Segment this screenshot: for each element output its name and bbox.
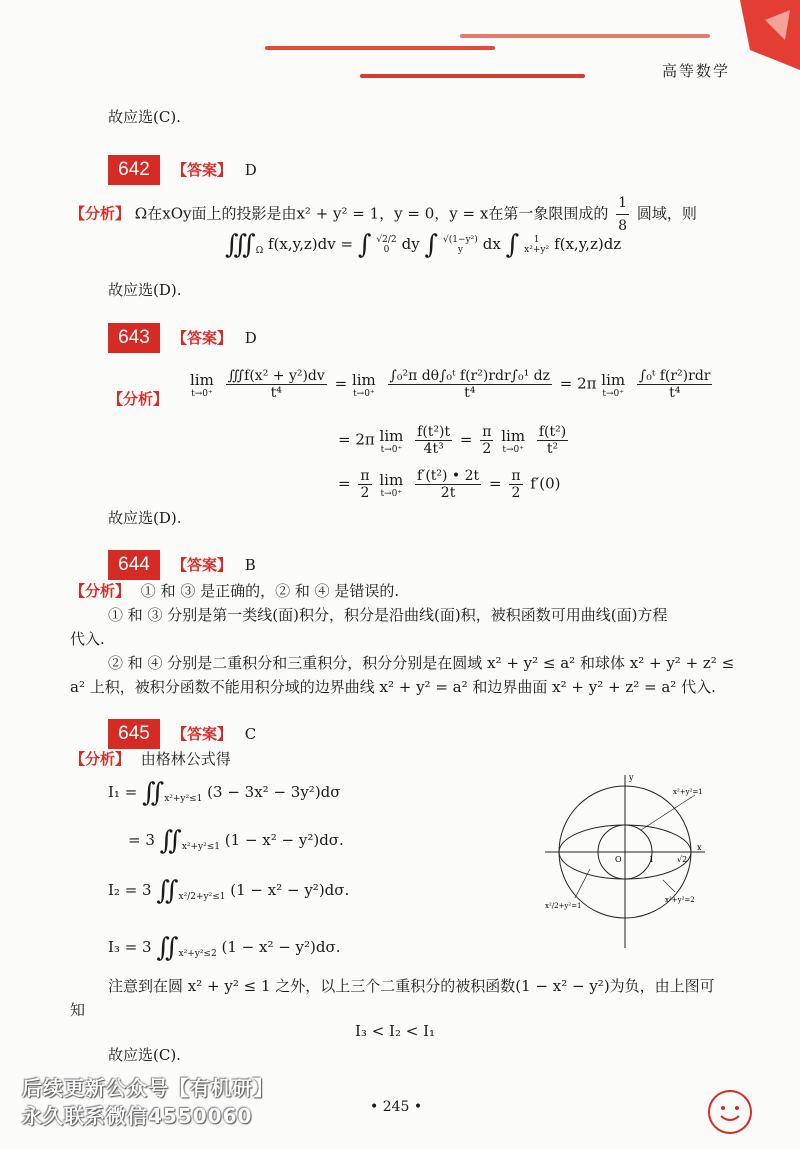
analysis-text: Ω在xOy面上的投影是由x² + y² = 1，y = 0，y = x在第一象限围成的	[134, 204, 609, 223]
answer-line-644	[172, 554, 256, 576]
formula-643-line2: = 2π lim t→0⁺ $\frac{\text{f(t²)t}}{\text{4t³}}$ = $\frac{\pi}{2}$ lim t→0⁺ $\frac{\text{f(t²)}}{\text{t²}}$	[338, 424, 567, 457]
fraction-one-eighth: $\frac{1}{8}$	[616, 192, 629, 237]
analysis-label: 【分析】	[70, 204, 131, 223]
header-rule-1	[265, 46, 495, 50]
answer-label: 【答案】	[172, 329, 233, 347]
header-title: 高等数学	[661, 62, 730, 80]
analysis-644-line2: ① 和 ③ 分别是第一类线(面)积分，积分是沿曲线(面)积，被积函数可用曲线(面)方程	[108, 606, 668, 624]
question-number-645: 645	[108, 719, 160, 749]
formula-643-line1: lim t→0⁺ $\frac{\text{∭f(x² + y²)dv}}{\text{t⁴}}$ = lim t→0⁺ $\frac{\text{∫₀²π dθ∫₀ᵗ f(r²)rdr∫₀¹ dz}}{\text{t⁴}}$ = 2π lim t→0⁺ $\frac{\text{∫₀ᵗ f(r²)rdr}}{\text{t⁴}}$	[190, 368, 711, 401]
header-rule-2	[460, 34, 710, 38]
answer-value: D	[244, 329, 257, 347]
analysis-label-643: 【分析】	[108, 390, 169, 408]
tick-label-1: 1	[649, 855, 655, 864]
conclusion-643: 故应选(D).	[108, 509, 182, 527]
x-axis-label: x	[697, 843, 702, 852]
analysis-644-line5: a² 上积，被积分函数不能用积分域的边界曲线 x² + y² = a² 和边界曲面 x² + y² + z² = a² 代入.	[70, 678, 716, 696]
answer-label: 【答案】	[172, 725, 233, 743]
conclusion-645: 故应选(C).	[108, 1046, 181, 1064]
leader-line-c2	[663, 880, 675, 892]
y-axis-label: y	[629, 773, 634, 782]
curve-label-c3: x²/2+y²=1	[545, 902, 582, 910]
leader-line-c3	[575, 869, 590, 898]
answer-label: 【答案】	[172, 556, 233, 574]
question-number-644: 644	[108, 550, 160, 580]
watermark-line-1: 后续更新公众号【有机研】	[22, 1076, 274, 1100]
answer-label: 【答案】	[172, 161, 233, 179]
answer-value: D	[244, 161, 257, 179]
answer-line-642	[172, 159, 257, 181]
integral-i1-simplified: = 3 $∬_{x^2+y^2\le 1}$ (1 − x² − y²)dσ.	[128, 826, 344, 856]
analysis-line-645: 【分析】 由格林公式得	[70, 750, 231, 768]
answer-value: B	[244, 556, 256, 574]
formula-643-line3: = $\frac{\pi}{2}$ lim t→0⁺ $\frac{\text{f′(t²) • 2t}}{2t}$ = $\frac{\pi}{2}$ f′(0)	[338, 468, 561, 501]
question-number-643: 643	[108, 323, 160, 353]
analysis-text-end: 圆域，则	[636, 204, 697, 223]
answer-value: C	[244, 725, 257, 743]
curve-label-c1: x²+y²=1	[673, 788, 703, 796]
page-number: • 245 •	[370, 1099, 423, 1115]
region-diagram	[545, 770, 730, 960]
integral-i3: I₃ = 3 $∬_{x^2+y^2\le 2}$ (1 − x² − y²)dσ.	[108, 933, 341, 963]
note-645-line1: 注意到在圆 x² + y² ≤ 1 之外，以上三个二重积分的被积函数(1 − x² − y²)为负，由上图可	[108, 977, 715, 995]
smiley-icon	[708, 1090, 752, 1134]
answer-line-645	[172, 723, 256, 745]
header-rule-3	[360, 74, 585, 78]
integral-i1: $I_1 = ∬_{x^2+y^2\le 1}$ (3 − 3x² − 3y²)dσ	[108, 778, 341, 808]
origin-label: O	[615, 855, 622, 864]
note-645-line2: 知	[70, 1001, 86, 1019]
integral-i2: I₂ = 3 $∬_{x^2/2+y^2\le 1}$ (1 − x² − y²)dσ.	[108, 876, 350, 906]
analysis-644-line3: 代入.	[70, 630, 105, 648]
formula-642: $∭_\Omega$ f(x,y,z)dv = ∫ √2/2 0 dy ∫ √(1−y²) y dx ∫ 1 x²+y² f(x,y,z)dz	[225, 230, 622, 260]
answer-line-643	[172, 327, 257, 349]
conclusion-641: 故应选(C).	[108, 108, 181, 126]
leader-line-c1	[641, 795, 695, 830]
result-645: I₃ < I₂ < I₁	[355, 1022, 436, 1040]
tick-label-sqrt2: √2	[677, 855, 688, 864]
question-number-642: 642	[108, 155, 160, 185]
curve-label-c2: x²+y²=2	[665, 896, 695, 904]
watermark-line-2: 永久联系微信4550060	[22, 1104, 253, 1128]
conclusion-642: 故应选(D).	[108, 281, 182, 299]
analysis-644-line4: ② 和 ④ 分别是二重积分和三重积分，积分分别是在圆域 x² + y² ≤ a² 和球体 x² + y² + z² ≤	[108, 654, 735, 672]
analysis-line-644: 【分析】 ① 和 ③ 是正确的，② 和 ④ 是错误的.	[70, 582, 400, 600]
